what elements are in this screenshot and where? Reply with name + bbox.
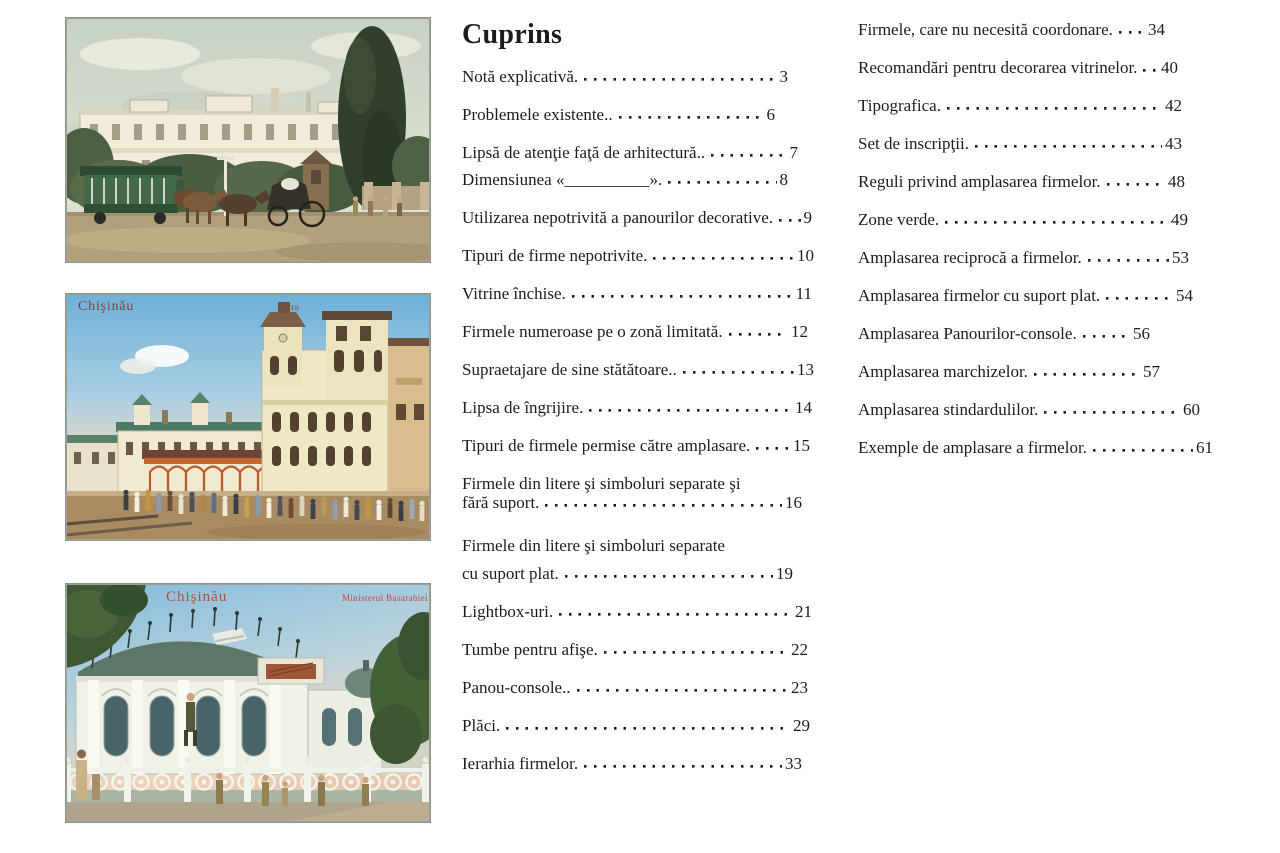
toc-entry-page-number: 48 <box>1168 172 1185 191</box>
toc-entry <box>462 536 793 583</box>
toc-entry-label: Notă explicativă. <box>462 67 579 86</box>
toc-entry-label: Supraetajare de sine stătătoare.. <box>462 360 677 379</box>
postcard-caption-city: Chişinău <box>78 299 135 314</box>
toc-entry-label: Utilizarea nepotrivită a panourilor decorative. <box>462 208 774 227</box>
dot-leader <box>1119 22 1145 35</box>
dot-leader <box>947 98 1162 111</box>
toc-entry <box>462 602 812 621</box>
toc-entry-label: Recomandări pentru decorarea vitrinelor. <box>858 58 1138 77</box>
toc-entry-page-number: 33 <box>785 754 802 773</box>
toc-entry-label: Vitrine închise. <box>462 284 566 303</box>
toc-entry-label: Exemple de amplasare a firmelor. <box>858 438 1087 457</box>
dot-leader <box>1106 288 1173 301</box>
toc-entry-label: Amplasarea reciprocă a firmelor. <box>858 248 1082 267</box>
toc-entry <box>462 284 812 303</box>
toc-entry-label: Plăci. <box>462 716 501 735</box>
toc-entry-page-number: 16 <box>785 493 802 512</box>
toc-entry <box>462 716 810 735</box>
dot-leader <box>1044 402 1180 415</box>
toc-entry-label: Tipuri de firme nepotrivite. <box>462 246 648 265</box>
dot-leader <box>506 718 790 731</box>
toc-entry <box>462 474 802 512</box>
toc-entry-label: Firmele numeroase pe o zonă limitată. <box>462 322 723 341</box>
toc-entry-page-number: 8 <box>779 170 788 189</box>
toc-entry-page-number: 12 <box>791 322 808 341</box>
postcard-illustration-tram-scene <box>66 18 430 262</box>
toc-entry-page-number: 15 <box>793 436 810 455</box>
dot-leader <box>1034 364 1140 377</box>
toc-entry-label: cu suport plat. <box>462 564 559 583</box>
dot-leader <box>668 172 776 185</box>
dot-leader <box>577 680 788 693</box>
toc-entry-label: Zone verde. <box>858 210 940 229</box>
toc-entry-page-number: 60 <box>1183 400 1200 419</box>
dot-leader <box>945 212 1168 225</box>
dot-leader <box>565 566 773 579</box>
toc-entry <box>462 143 798 162</box>
toc-entry-label: Amplasarea stindardulilor. <box>858 400 1039 419</box>
postcard-caption-gara: Gara <box>279 303 300 313</box>
toc-entry <box>858 20 1165 39</box>
toc-entry <box>858 400 1200 419</box>
dot-leader <box>1107 174 1165 187</box>
dot-leader <box>572 286 793 299</box>
toc-entry-label: Firmele din litere şi simboluri separate şi <box>462 474 741 493</box>
toc-entry-page-number: 10 <box>797 246 814 265</box>
dot-leader <box>589 400 792 413</box>
toc-entry-page-number: 23 <box>791 678 808 697</box>
toc-entry-label: Amplasarea marchizelor. <box>858 362 1028 381</box>
toc-entry <box>462 170 788 189</box>
toc-entry-page-number: 21 <box>795 602 812 621</box>
toc-entry <box>462 246 814 265</box>
postcard-caption-city: Chişinău <box>166 589 228 605</box>
toc-entry <box>858 172 1185 191</box>
toc-entry-label: Ierarhia firmelor. <box>462 754 579 773</box>
toc-entry-label: Amplasarea firmelor cu suport plat. <box>858 286 1101 305</box>
dot-leader <box>1088 250 1169 263</box>
dot-leader <box>779 210 800 223</box>
toc-entry-label: Problemele existente.. <box>462 105 613 124</box>
toc-entry <box>462 67 788 86</box>
toc-entry <box>462 398 812 417</box>
dot-leader <box>584 69 776 82</box>
toc-entry-page-number: 6 <box>766 105 775 124</box>
toc-entry <box>462 754 802 773</box>
toc-entry <box>462 360 814 379</box>
toc-entry-page-number: 7 <box>789 143 798 162</box>
toc-entry-page-number: 19 <box>776 564 793 583</box>
dot-leader <box>559 604 792 617</box>
toc-entry-page-number: 42 <box>1165 96 1182 115</box>
dot-leader <box>975 136 1162 149</box>
toc-entry <box>858 134 1182 153</box>
toc-entry-label: Dimensiunea «__________». <box>462 170 663 189</box>
postcard-photo-ministry-building <box>65 583 431 823</box>
toc-entry-page-number: 40 <box>1161 58 1178 77</box>
toc-entry-page-number: 61 <box>1196 438 1213 457</box>
dot-leader <box>653 248 794 261</box>
toc-entry-page-number: 9 <box>803 208 812 227</box>
toc-entry-page-number: 57 <box>1143 362 1160 381</box>
page-title: Cuprins <box>462 19 563 50</box>
postcard-photo-building-with-tram <box>65 17 431 263</box>
dot-leader <box>711 145 786 158</box>
toc-entry <box>858 362 1160 381</box>
toc-entry-label: Firmele din litere şi simboluri separate <box>462 536 725 555</box>
toc-entry <box>462 678 808 697</box>
dot-leader <box>1083 326 1130 339</box>
toc-entry <box>858 286 1193 305</box>
toc-entry <box>462 640 808 659</box>
toc-entry-page-number: 14 <box>795 398 812 417</box>
toc-entry-label: Set de inscripţii. <box>858 134 969 153</box>
toc-entry <box>462 208 812 227</box>
toc-entry <box>858 58 1178 77</box>
dot-leader <box>584 756 782 769</box>
postcard-caption-ministry: Ministerul Basarabiei <box>342 593 429 603</box>
toc-entry-label: Amplasarea Panourilor-console. <box>858 324 1077 343</box>
toc-secondary-column <box>858 20 1218 476</box>
dot-leader <box>545 495 782 508</box>
toc-entry-list-left <box>462 67 826 773</box>
toc-entry-list-right <box>858 20 1218 457</box>
toc-entry-page-number: 54 <box>1176 286 1193 305</box>
toc-entry-label: Tumbe pentru afişe. <box>462 640 598 659</box>
toc-entry-label: Tipografica. <box>858 96 941 115</box>
postcard-illustration-station-scene <box>66 294 430 540</box>
toc-entry-label: Lipsa de îngrijire. <box>462 398 584 417</box>
toc-entry-label: Firmele, care nu necesită coordonare. <box>858 20 1113 39</box>
toc-entry <box>462 105 775 124</box>
toc-entry-page-number: 56 <box>1133 324 1150 343</box>
toc-entry-label: Reguli privind amplasarea firmelor. <box>858 172 1101 191</box>
toc-entry <box>858 210 1188 229</box>
postcard-photo-railway-station <box>65 293 431 541</box>
toc-entry-page-number: 13 <box>797 360 814 379</box>
toc-entry-page-number: 22 <box>791 640 808 659</box>
postcard-illustration-ministry-scene <box>66 584 430 822</box>
toc-entry-page-number: 53 <box>1172 248 1189 267</box>
toc-entry-label: Tipuri de firmele permise către amplasare. <box>462 436 751 455</box>
toc-entry-page-number: 49 <box>1171 210 1188 229</box>
toc-entry <box>858 438 1213 457</box>
toc-entry-label: Panou-console.. <box>462 678 571 697</box>
dot-leader <box>1093 440 1193 453</box>
toc-entry <box>462 436 810 455</box>
toc-entry-label: fără suport. <box>462 493 540 512</box>
toc-main-column <box>462 20 826 792</box>
toc-entry-label: Lightbox-uri. <box>462 602 554 621</box>
toc-entry-page-number: 3 <box>779 67 788 86</box>
toc-entry <box>462 322 808 341</box>
dot-leader <box>729 324 788 337</box>
toc-entry <box>858 96 1182 115</box>
dot-leader <box>604 642 788 655</box>
dot-leader <box>1143 60 1158 73</box>
dot-leader <box>619 107 764 120</box>
toc-entry-label: Lipsă de atenţie faţă de arhitectură.. <box>462 143 706 162</box>
toc-entry <box>858 248 1189 267</box>
toc-entry-page-number: 29 <box>793 716 810 735</box>
toc-entry-page-number: 34 <box>1148 20 1165 39</box>
dot-leader <box>756 438 790 451</box>
toc-entry-page-number: 43 <box>1165 134 1182 153</box>
toc-entry <box>858 324 1150 343</box>
dot-leader <box>683 362 794 375</box>
toc-entry-page-number: 11 <box>795 284 812 303</box>
